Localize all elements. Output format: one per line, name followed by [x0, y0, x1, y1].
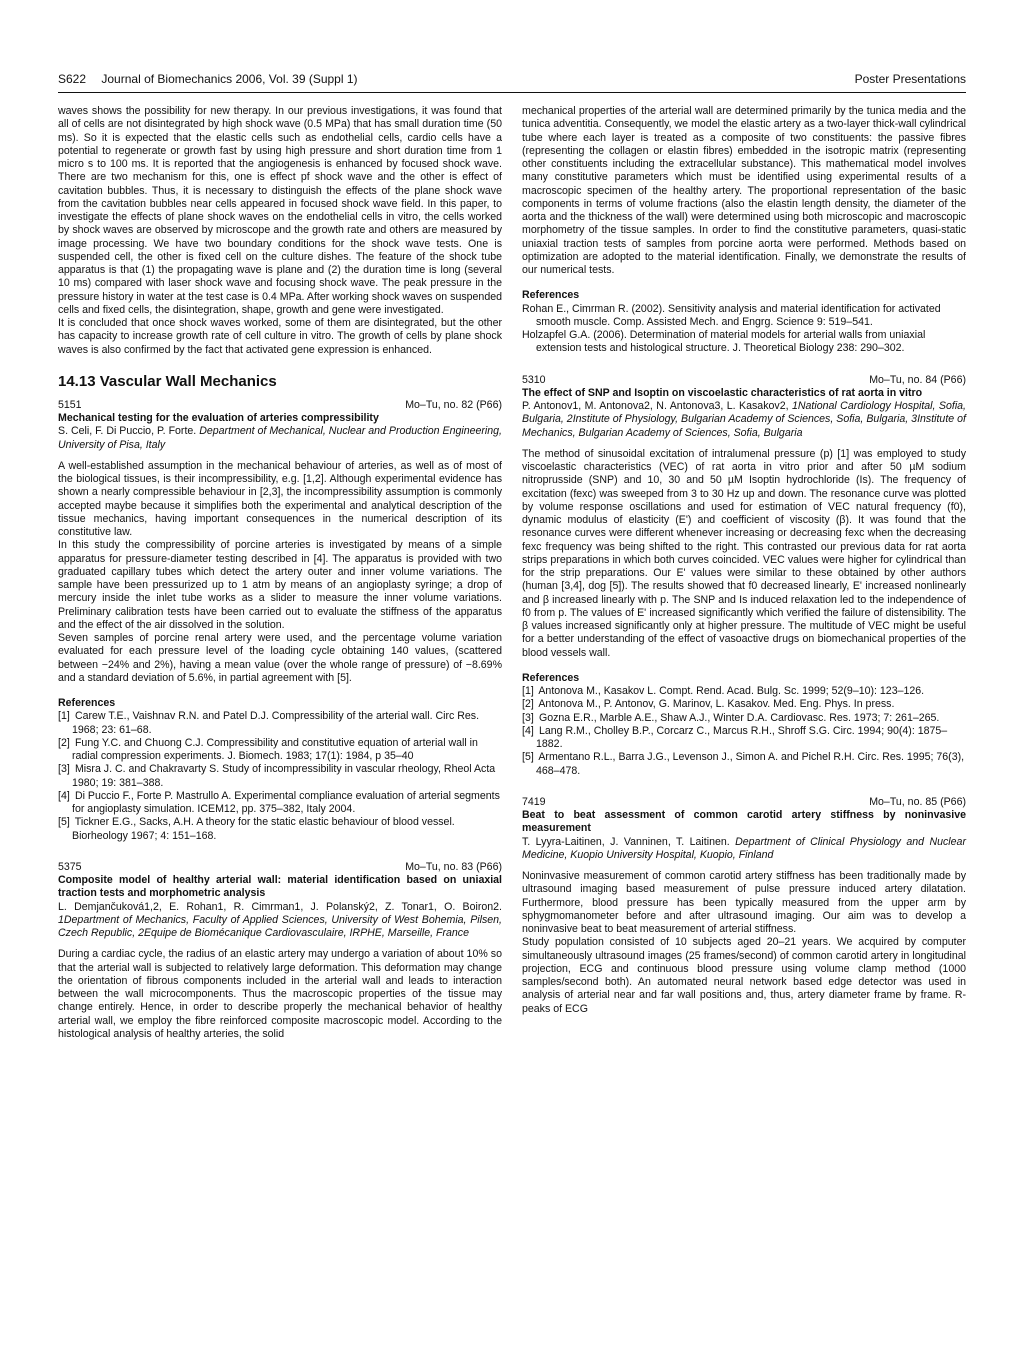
reference-item	[522, 712, 966, 725]
reference-text: Tickner E.G., Sacks, A.H. A theory for the static elastic behaviour of blood vessel. Biorheology 1967; 4: 151–168.	[72, 816, 455, 842]
reference-text: Carew T.E., Vaishnav R.N. and Patel D.J. Compressibility of the arterial wall. Circ Res. 1968; 23: 61–68.	[72, 710, 480, 736]
reference-text: Antonova M., P. Antonov, G. Marinov, L. Kasakov. Med. Eng. Phys. In press.	[538, 698, 895, 711]
reference-item	[58, 737, 502, 764]
running-header-left	[58, 72, 370, 86]
abstract-session: Mo–Tu, no. 82 (P66)	[405, 398, 502, 411]
abstract-byline	[58, 901, 502, 941]
abstract-byline	[58, 425, 502, 452]
reference-text: Gozna E.R., Marble A.E., Shaw A.J., Winter D.A. Cardiovasc. Res. 1973; 7: 261–265.	[538, 711, 940, 724]
abstract-5375	[58, 861, 502, 1041]
abstract-header	[522, 796, 966, 809]
abstract-authors: S. Celi, F. Di Puccio, P. Forte.	[58, 425, 197, 438]
abstract-7419	[522, 796, 966, 1016]
abstract-id: 5375	[58, 860, 82, 873]
reference-item: Holzapfel G.A. (2006). Determination of material models for arterial walls from uniaxial extension tests and histological structure. J. Theoretical Biology 238: 290–302.	[522, 329, 926, 355]
reference-item	[522, 725, 966, 752]
abstract-authors: T. Lyyra-Laitinen, J. Vanninen, T. Laitinen.	[522, 835, 730, 848]
abstract-authors: P. Antonov1, M. Antonova2, N. Antonova3, L. Kasakov2,	[522, 400, 789, 412]
abstract-session: Mo–Tu, no. 84 (P66)	[869, 373, 966, 386]
reference-text: Armentano R.L., Barra J.G., Levenson J., Simon A. and Pichel R.H. Circ. Res. 1995; 76(3), 468–478.	[536, 751, 965, 777]
abstract-header	[58, 861, 502, 874]
reference-item: Rohan E., Cimrman R. (2002). Sensitivity analysis and material identification for activated smooth muscle. Comp. Assisted Mech. and Engrg. Science 9: 519–541.	[522, 302, 941, 328]
abstract-header	[522, 374, 966, 387]
reference-item	[522, 698, 966, 711]
abstract-5310	[522, 374, 966, 778]
reference-number: [5]	[58, 816, 70, 829]
abstract-paragraph: Study population consisted of 10 subjects aged 20–21 years. We acquired by computer simultaneously ultrasound images (25 frames/second) of common carotid artery in longitudinal projection, ECG and continuous blood pressure using volume clamp method (1000 samples/second both). An automated neural network based edge detector was used in analysis of arterial near and far wall positions and, thus, artery diameter frame by frame. R-peaks of ECG	[522, 936, 966, 1015]
reference-text: Antonova M., Kasakov L. Compt. Rend. Acad. Bulg. Sc. 1999; 52(9–10): 123–126.	[538, 685, 925, 697]
abstract-paragraph: The method of sinusoidal excitation of intralumenal pressure (p) [1] was employed to study viscoelastic characteristics (VEC) of rat aorta in vitro prior and after 50 µM sodium nitroprusside (SNP) and 10, 30 and 50 µM Isoptin hydrochloride (Is). The frequency of excitation (fexc) was sweeped from 3 to 30 Hz up and down. The resonance curve was plotted by volume response oscillations and used for estimation of VEC natural frequency (f0), dynamic modulus of elasticity (E') and coefficient of viscosity (β). It was found that the resonance curves were different whenever increasing or decreasing fexc when the decreasing fexc frequency was being shifted to the right. This contrasted our previous data for rat aorta strips preparations in which both curves coincided. VEC values were higher for cylindrical than for the strip preparations. Our E' values were similar to these obtained by other authors (human [3,4], dog [5]). The results showed that f0 decreased linearly, E' increased nonlinearly and β increased linearly with p. The SNP and Is induced relaxation led to the independence of f0 from p. The values of E' increased significantly which verified the failure of distensibility. The β values increased significantly only at higher pressure. The multitude of VEC might be useful for a better understanding of the effect of vasoactive drugs on biomechanical properties of the blood vessels wall.	[522, 447, 966, 659]
abstract-id: 5310	[522, 373, 546, 386]
abstract-id: 7419	[522, 795, 546, 808]
page-number: S622	[58, 72, 87, 86]
abstract-title: Mechanical testing for the evaluation of arteries compressibility	[58, 412, 379, 424]
abstract-byline	[522, 400, 966, 440]
abstract-paragraph: During a cardiac cycle, the radius of an elastic artery may undergo a variation of about 10% so that the arterial wall is subjected to relatively large deformation. This deformation may change the orientation of fibrous components included in the arterial wall and leads to interaction between the wall microcomponents. Thus the macroscopic properties of the tissue may change entirely. Hence, in order to describe properly the mechanical behavior of healthy arterial wall, we employ the fibre reinforced composite macroscopic model. According to the histological analysis of healthy arteries, the solid	[58, 948, 502, 1040]
reference-text: Di Puccio F., Forte P. Mastrullo A. Experimental compliance evaluation of arterial segments for angioplasty simulation. ICEM12, pp. 375–382, Italy 2004.	[72, 789, 500, 815]
reference-item	[522, 751, 966, 778]
reference-number: [3]	[522, 711, 534, 724]
abstract-affiliation: 1National Cardiology Hospital, Sofia, Bulgaria, 2Institute of Physiology, Bulgarian Academy of Sciences, Sofia, Bulgaria, 3Institute of Mechanics, Bulgarian Academy of Sciences, Sofia, Bulgaria	[522, 400, 967, 439]
reference-item	[522, 685, 966, 698]
reference-number: [2]	[58, 736, 70, 749]
abstract-session: Mo–Tu, no. 83 (P66)	[405, 860, 502, 873]
reference-number: [5]	[522, 751, 534, 764]
reference-number: [3]	[58, 763, 70, 776]
reference-text: Lang R.M., Cholley B.P., Corcarz C., Marcus R.H., Shroff S.G. Circ. 1994; 90(4): 1875–1882.	[536, 724, 948, 750]
section-label: Poster Presentations	[854, 72, 966, 86]
references-heading: References	[58, 697, 116, 709]
intro-paragraph-2: It is concluded that once shock waves worked, some of them are disintegrated, but the other has capacity to increase growth rate of cell culture in vitro. The growth of cells by plane shock waves is also confirmed by the fact that activated gene expression is enhanced.	[58, 317, 502, 356]
reference-number: [2]	[522, 698, 534, 711]
left-column	[58, 105, 502, 1041]
intro-paragraph-1: waves shows the possibility for new therapy. In our previous investigations, it was found that all of cells are not disintegrated by high shock wave (0.5 MPa) that has small duration time (50 ms). So it is expected that the elastic cells such as endothelial cells, cardio cells have a potential to regenerate or growth fast by using high pressure and short duration time from 1 micro s to 100 ms. It is reported that the angiogenesis is enhanced by focused shock wave. There are two mechanism for this, one is effect pf shock wave and the other is effect of cavitation bubbles. Thus, it is necessary to distinguish the effects of the plane shock wave from the cavitation bubbles near cells appeared in focused shock wave field. In this paper, to investigate the effects of plane shock waves on the endothelial cells in vitro, the cells worked by shock waves are observed by microscope and the growth rate and others are measured by image processing. We have two boundary conditions for the shock wave tests. One is suspended cell, the other is fixed cell on the culture dishes. The feature of the shock tube apparatus is that (1) the propagating wave is plane and (2) the duration time is long (several 10 ms) compared with laser shock wave and focusing shock wave. The peak pressure in the pressure history in water at the test case is 0.4 MPa. After working shock waves on suspended cells and fixed cells, the disintegration, shape, growth and gene were investigated.	[58, 105, 502, 316]
abstract-title: The effect of SNP and Isoptin on viscoelastic characteristics of rat aorta in vitro	[522, 386, 923, 399]
abstract-paragraph: Noninvasive measurement of common carotid artery stiffness has been traditionally made by ultrasound imaging based measurement of pulse pressure induced artery dilatation. Furthermore, blood pressure has been typically measured from the upper arm by sphygmomanometer before and after ultrasound imaging. Our aim was to develop a noninvasive beat to beat measurement of arterial stiffness.	[522, 870, 966, 935]
abstract-paragraph: A well-established assumption in the mechanical behaviour of arteries, as well as of most of the biological tissues, is their incompressibility, e.g. [1,2]. Although experimental evidence has shown a nearly compressible behaviour in [2,3], the incompressibility assumption is commonly accepted maybe because it simplifies both the experimental and analytical description of the tissue mechanics, having important consequences in the numerical description of its constitutive law.	[58, 459, 502, 538]
abstract-authors: L. Demjančuková1,2, E. Rohan1, R. Cimrman1, J. Polanský2, Z. Tonar1, O. Boiron2.	[58, 900, 502, 913]
section-heading: 14.13 Vascular Wall Mechanics	[58, 372, 277, 390]
journal-name: Journal of Biomechanics 2006, Vol. 39 (Suppl 1)	[101, 72, 358, 86]
reference-number: [1]	[58, 710, 70, 723]
continued-paragraph: mechanical properties of the arterial wall are determined primarily by the tunica media and the tunica adventitia. Consequently, we model the elastic artery as a two-layer thick-wall cylindrical tube where each layer is treated as a composite of two constituents: the passive fibres (representing the collagen or elastin fibres) embedded in the isotropic matrix (representing other constituents including the extracellular substance). This mathematical model involves many constitutive parameters which must be identified using experimental results of a macroscopic specimen of the healthy artery. The proportional representation of the basic components in terms of volume fractions (also the elastin length density, the diameter of the aorta and the thickness of the wall) were determined using both microscopic and macroscopic morphometry of the tissue samples. In order to find the constitutive parameters, quasi-static uniaxial traction tests of samples from porcine aorta were performed. Methods based on optimization are adopted to the material identification. Finally, we demonstrate the results of our numerical tests.	[522, 105, 966, 276]
abstract-paragraph: Seven samples of porcine renal artery were used, and the percentage volume variation evaluated for each pressure level of the loading cycle obtaining 140 values, (scattered between −24% and 2%), having a mean value (over the whole range of pressure) of −8.69% and a standard deviation of 5.6%, in partial agreement with [5].	[58, 632, 502, 684]
reference-item	[58, 710, 502, 737]
header-rule	[58, 92, 966, 93]
abstract-title: Beat to beat assessment of common carotid artery stiffness by noninvasive measurement	[522, 809, 966, 835]
reference-text: Misra J. C. and Chakravarty S. Study of incompressibility in vascular rheology, Rheol Acta 1980; 19: 381–388.	[72, 763, 496, 789]
abstract-affiliation: Department of Mechanical, Nuclear and Production Engineering, University of Pisa, Italy	[58, 425, 502, 451]
abstract-header	[58, 399, 502, 412]
two-column-body	[58, 105, 966, 1041]
abstract-5151	[58, 399, 502, 843]
abstract-id: 5151	[58, 398, 82, 411]
abstract-byline	[522, 836, 966, 863]
references-heading: References	[522, 289, 580, 302]
reference-item	[58, 816, 502, 843]
abstract-title: Composite model of healthy arterial wall: material identification based on uniaxial traction tests and morphometric analysis	[58, 874, 502, 900]
abstract-session: Mo–Tu, no. 85 (P66)	[869, 795, 966, 808]
abstract-affiliation: 1Department of Mechanics, Faculty of Applied Sciences, University of West Bohemia, Pilsen, Czech Republic, 2Equipe de Biomécanique Cardiovasculaire, IRPHE, Marseille, France	[58, 913, 502, 939]
reference-item	[58, 790, 502, 817]
right-column	[522, 105, 966, 1041]
reference-item	[58, 763, 502, 790]
references-heading: References	[522, 671, 580, 684]
abstract-paragraph: In this study the compressibility of porcine arteries is investigated by means of a simple apparatus for pressure-diameter testing described in [4]. The apparatus is provided with two graduated capillary tubes which detect the artery outer and inner volume variations. The sample have been pressurized up to 1 atm by means of an angioplasty syringe; a drop of mercury inside the inlet tube works as a slider to measure the inner volume variations. Preliminary calibration tests have been carried out to evaluate the stiffness of the apparatus and the effect of the air dissolved in the solution.	[58, 539, 502, 631]
reference-number: [4]	[58, 789, 70, 802]
abstract-affiliation: Department of Clinical Physiology and Nuclear Medicine, Kuopio University Hospital, Kuopio, Finland	[522, 835, 966, 861]
reference-text: Fung Y.C. and Chuong C.J. Compressibility and constitutive equation of arterial wall in radial compression experiments. J. Biomech. 1983; 17(1): 1984, p 35–40	[72, 736, 478, 762]
running-header	[58, 72, 966, 86]
reference-number: [1]	[522, 685, 534, 697]
reference-number: [4]	[522, 724, 534, 737]
